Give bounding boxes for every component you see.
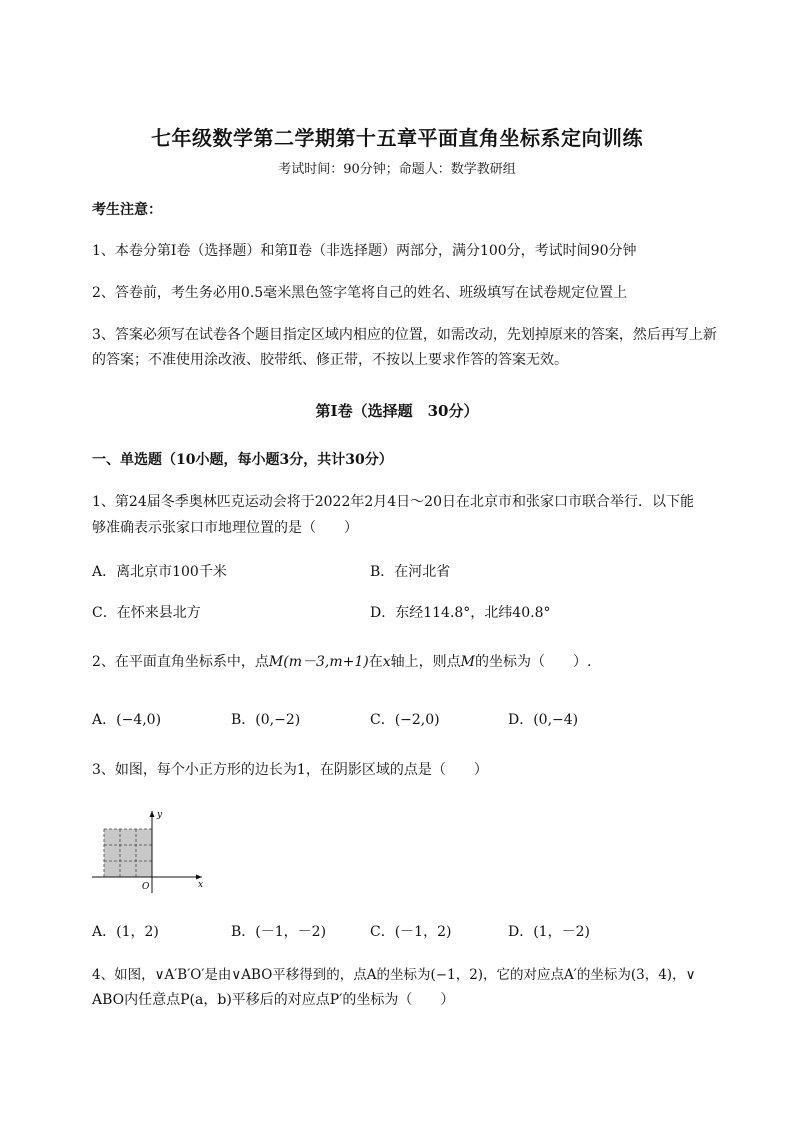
q2-option-d: D．(0,−4) [508, 712, 579, 728]
q1-stem-line2: 够准确表示张家口市地理位置的是（ ） [92, 520, 358, 536]
exam-info: 考试时间：90分钟；命题人：数学教研组 [278, 162, 516, 177]
q2-middle: 在 [368, 654, 383, 670]
q3-stem: 3、如图，每个小正方形的边长为1，在阴影区域的点是（ ） [92, 762, 488, 778]
origin-label: O [142, 882, 150, 892]
y-axis-label: y [157, 810, 163, 820]
notice-heading: 考生注意： [92, 202, 162, 218]
y-axis-arrow [150, 811, 155, 817]
page-title: 七年级数学第二学期第十五章平面直角坐标系定向训练 [151, 126, 643, 150]
q1-option-b: B．在河北省 [370, 564, 451, 580]
part-heading: 一、单选题（10小题，每小题3分，共计30分） [92, 452, 393, 468]
q4-stem-line1: 4、如图，∨A′B′O′是由∨ABO平移得到的，点A的坐标为(−1，2)，它的对应点A′的坐标为(3，4)，∨ [92, 967, 696, 983]
q2-option-b: B．(0,−2) [231, 712, 301, 728]
notice-item-3-cont: 的答案；不准使用涂改液、胶带纸、修正带，不按以上要求作答的答案无效。 [92, 352, 568, 368]
q2-axis: x [382, 654, 391, 670]
section-title: 第Ⅰ卷（选择题 30分） [315, 402, 479, 420]
q3-option-b: B．(－1，－2) [231, 924, 327, 940]
q3-option-c: C．(－1，2) [370, 924, 452, 940]
x-axis-arrow [196, 875, 202, 880]
q1-option-c: C．在怀来县北方 [92, 605, 201, 621]
shaded-region [104, 829, 152, 877]
q2-point: M [268, 654, 284, 670]
q2-stem [92, 652, 591, 672]
q4-stem-line2: ABO内任意点P(a，b)平移后的对应点P′的坐标为（ ） [92, 992, 455, 1008]
coordinate-figure [90, 805, 210, 895]
q2-middle2: 轴上，则点 [390, 654, 461, 670]
q1-stem-line1: 1、第24届冬季奥林匹克运动会将于2022年2月4日～20日在北京市和张家口市联合举行．以下能 [92, 494, 694, 510]
q2-prefix: 2、在平面直角坐标系中，点 [92, 654, 269, 670]
q2-option-a: A．(−4,0) [92, 712, 162, 728]
q1-option-d: D．东经114.8°，北纬40.8° [370, 605, 551, 621]
notice-item-1: 1、本卷分第Ⅰ卷（选择题）和第Ⅱ卷（非选择题）两部分，满分100分，考试时间90分钟 [92, 243, 637, 259]
q3-option-a: A．(1，2) [92, 924, 159, 940]
q2-suffix: 的坐标为（ ）. [475, 654, 592, 670]
q2-option-c: C．(−2,0) [370, 712, 440, 728]
q2-point2: M [460, 654, 475, 670]
x-axis-label: x [198, 880, 204, 890]
q3-option-d: D．(1，－2) [508, 924, 590, 940]
notice-item-2: 2、答卷前，考生务必用0.5毫米黑色签字笔将自己的姓名、班级填写在试卷规定位置上 [92, 285, 628, 301]
q1-option-a: A．离北京市100千米 [92, 564, 227, 580]
q2-coords: (m－3,m+1) [283, 654, 369, 670]
notice-item-3: 3、答案必须写在试卷各个题目指定区域内相应的位置，如需改动，先划掉原来的答案，然后再写上新 [92, 327, 717, 343]
